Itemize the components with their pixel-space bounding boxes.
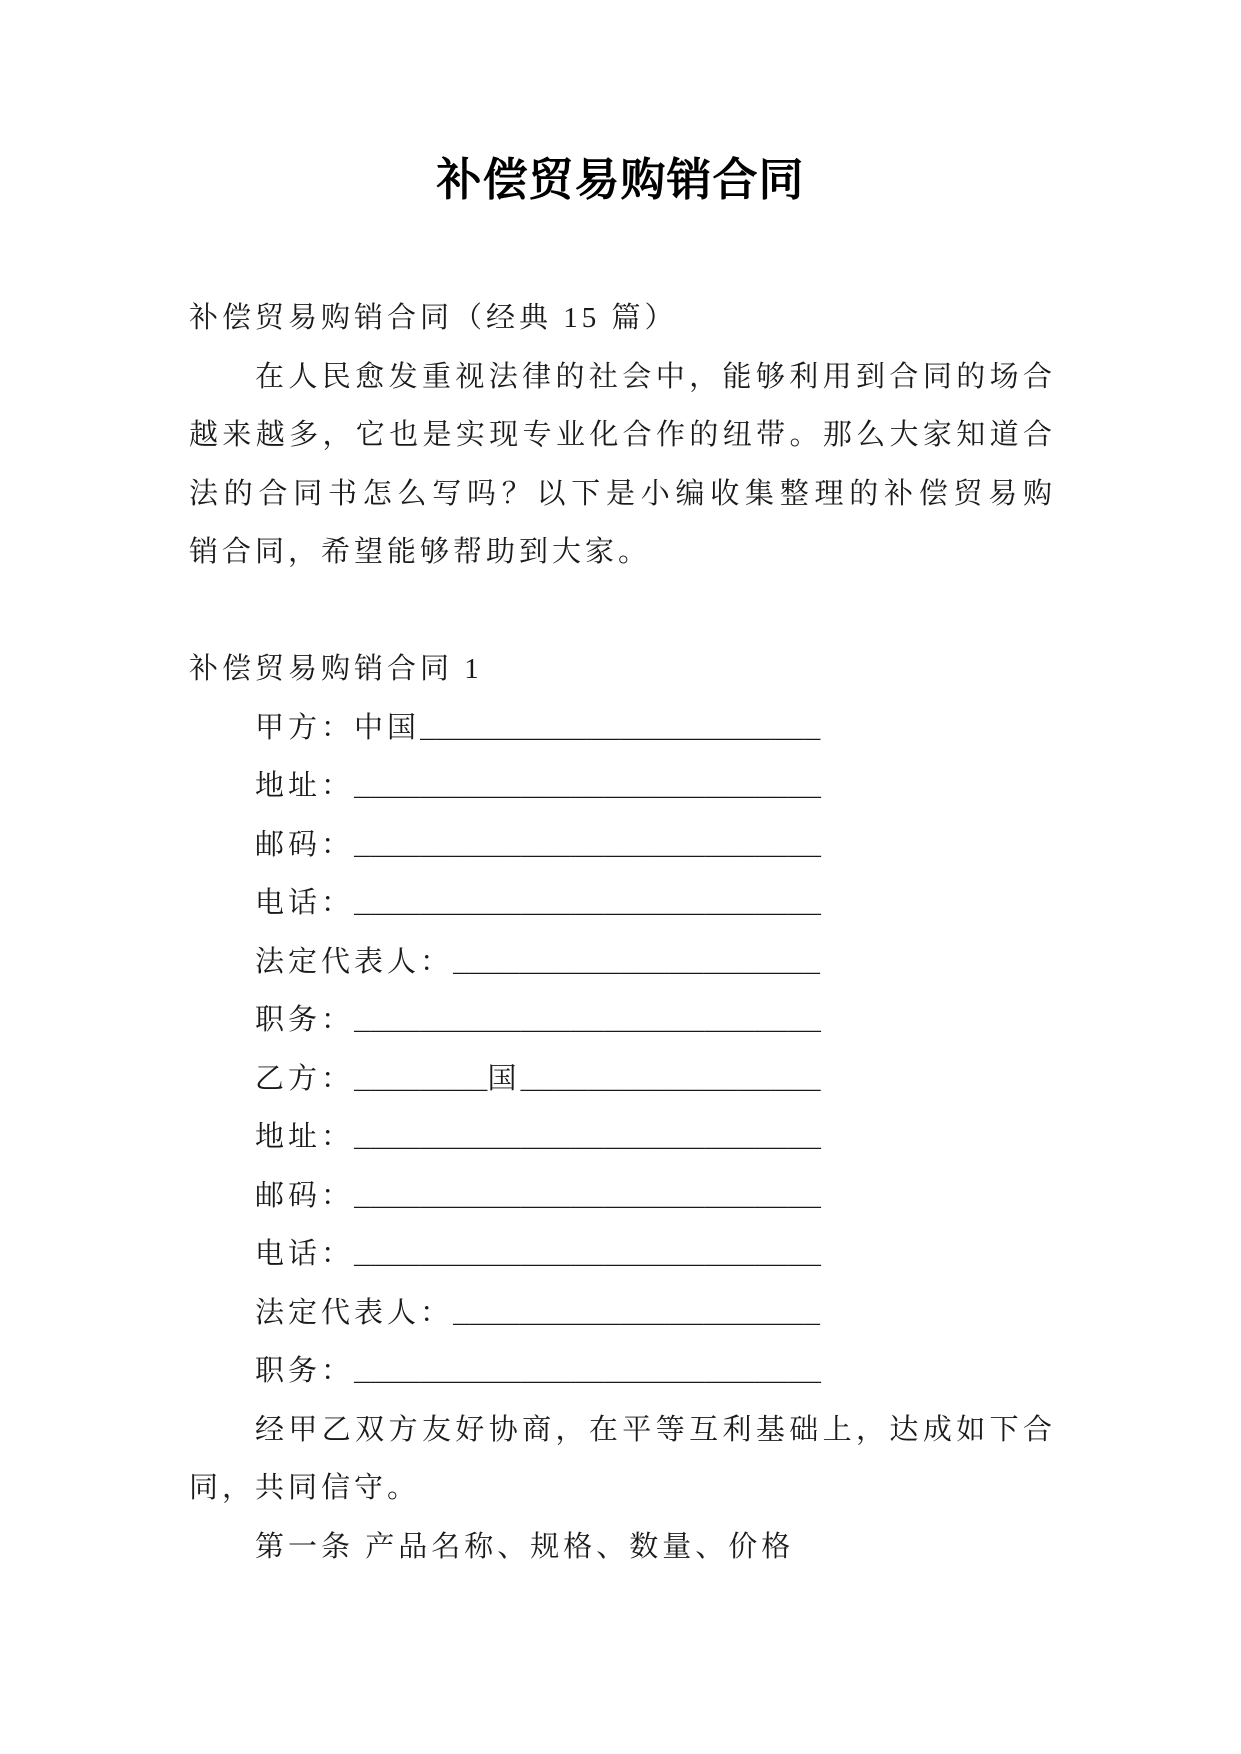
field-value: 中国 <box>354 711 421 744</box>
fill-in-blank: ______________________ <box>453 948 820 980</box>
intro-line: 法的合同书怎么写吗？以下是小编收集整理的补偿贸易购 <box>189 477 1056 510</box>
party-a-postcode-row <box>189 816 1056 875</box>
field-label: 地址： <box>255 1121 355 1153</box>
field-label: 电话： <box>255 1238 355 1270</box>
party-a-address-row <box>189 757 1056 816</box>
document-title: 补偿贸易购销合同 <box>436 153 805 206</box>
field-label: 地址： <box>255 770 355 802</box>
fill-in-blank: ______________________ <box>453 1299 820 1331</box>
preamble-line: 经甲乙双方友好协商，在平等互利基础上，达成如下合 <box>255 1413 1056 1446</box>
party-a-position-row <box>189 991 1056 1050</box>
intro-line: 在人民愈发重视法律的社会中，能够利用到合同的场合 <box>255 360 1056 393</box>
party-b-block <box>189 1050 1056 1401</box>
field-label: 乙方： <box>255 1062 355 1095</box>
fill-in-blank: ____________________________ <box>354 1358 822 1389</box>
intro-line: 越来越多，它也是实现专业化合作的纽带。那么大家知道合 <box>189 419 1056 451</box>
party-a-name-row <box>189 699 1056 758</box>
field-label: 职务： <box>255 1004 355 1036</box>
field-label: 邮码： <box>255 828 355 861</box>
party-a-phone-row <box>189 874 1056 933</box>
fill-in-blank: ____________________________ <box>354 890 822 921</box>
intro-paragraph <box>189 348 1056 582</box>
fill-in-blank: ________________________ <box>420 714 821 746</box>
party-b-name-row <box>189 1050 1056 1109</box>
field-label: 职务： <box>255 1355 355 1387</box>
party-b-position-row <box>189 1342 1056 1401</box>
party-a-legal-representative-row <box>189 933 1056 992</box>
field-label: 甲方： <box>255 711 355 744</box>
field-label: 电话： <box>255 887 355 919</box>
fill-in-blank: __________________ <box>520 1065 821 1097</box>
fill-in-blank: ____________________________ <box>354 1241 822 1272</box>
field-value: 国 <box>487 1062 521 1095</box>
field-label: 邮码： <box>255 1179 355 1212</box>
party-b-postcode-row <box>189 1167 1056 1226</box>
fill-in-blank: ____________________________ <box>354 831 822 863</box>
field-label: 法定代表人： <box>255 1296 454 1329</box>
fill-in-blank: ____________________________ <box>354 773 822 804</box>
fill-in-blank: ________ <box>354 1065 488 1097</box>
document-subtitle: 补偿贸易购销合同（经典 15 篇） <box>189 302 678 334</box>
party-b-phone-row <box>189 1225 1056 1284</box>
preamble-line: 同，共同信守。 <box>189 1472 421 1504</box>
intro-line: 销合同，希望能够帮助到大家。 <box>189 536 652 568</box>
party-a-block <box>189 699 1056 1050</box>
party-b-legal-representative-row <box>189 1284 1056 1343</box>
fill-in-blank: ____________________________ <box>354 1124 822 1155</box>
fill-in-blank: ____________________________ <box>354 1182 822 1214</box>
field-label: 法定代表人： <box>255 945 454 978</box>
article-1-heading: 第一条 产品名称、规格、数量、价格 <box>255 1530 795 1563</box>
document-body <box>189 289 1056 1576</box>
preamble-paragraph <box>189 1401 1056 1518</box>
section-heading: 补偿贸易购销合同 1 <box>189 653 483 685</box>
fill-in-blank: ____________________________ <box>354 1007 822 1038</box>
party-b-address-row <box>189 1108 1056 1167</box>
